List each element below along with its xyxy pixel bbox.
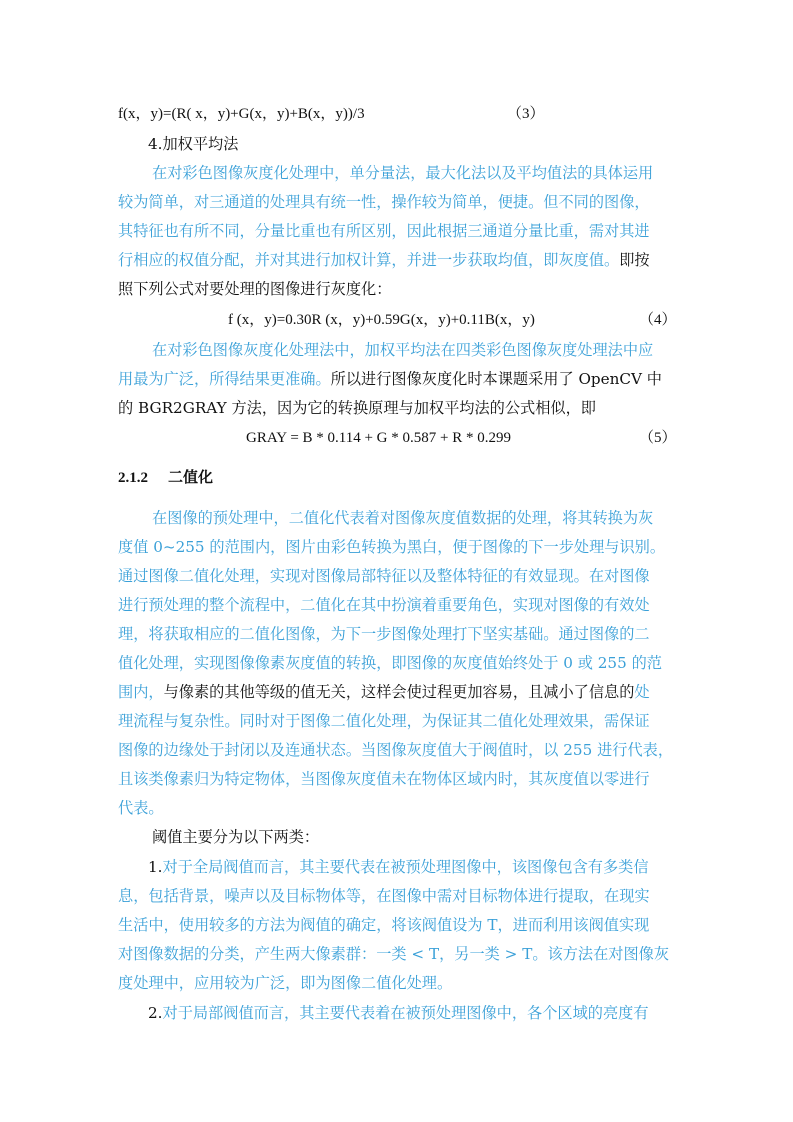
subheading-weighted-average: 4.加权平均法: [148, 135, 239, 153]
para1-line-2: 较为简单，对三通道的处理具有统一性，操作较为简单，便捷。但不同的图像，: [118, 193, 650, 211]
equation-5: GRAY = B * 0.114 + G * 0.587 + R * 0.299: [246, 430, 511, 446]
para2-line-2-black: 所以进行图像灰度化时本课题采用了 OpenCV 中: [330, 370, 662, 388]
equation-4-number: （4）: [639, 312, 677, 328]
para2-line-2-blue: 用最为广泛，所得结果更准确。: [118, 370, 331, 388]
item2-line-1: [148, 1003, 649, 1023]
para2-line-3: 的 BGR2GRAY 方法，因为它的转换原理与加权平均法的公式相似，即: [118, 399, 596, 417]
para3-line-5: 理，将获取相应的二值化图像，为下一步图像处理打下坚实基础。通过图像的二: [118, 625, 650, 643]
equation-3-number: （3）: [507, 106, 545, 122]
item1-line-2: 息，包括背景，噪声以及目标物体等，在图像中需对目标物体进行提取，在现实: [118, 887, 650, 905]
threshold-intro: 阈值主要分为以下两类：: [152, 828, 320, 846]
item1-number: 1.: [148, 858, 163, 876]
item2-line-1-text: 对于局部阀值而言，其主要代表着在被预处理图像中，各个区域的亮度有: [162, 1004, 649, 1022]
para3-line-7-blue-b: 处: [634, 683, 650, 701]
item1-line-4: 对图像数据的分类，产生两大像素群：一类 < T，另一类 > T。该方法在对图像灰: [118, 945, 670, 963]
para3-line-7-blue-a: 围内，: [118, 683, 164, 701]
para3-line-3: 通过图像二值化处理，实现对图像局部特征以及整体特征的有效显现。在对图像: [118, 567, 650, 585]
para1-line-3: 其特征也有所不同，分量比重也有所区别，因此根据三通道分量比重，需对其进: [118, 222, 650, 240]
para3-line-7: [118, 682, 650, 702]
section-title: 二值化: [168, 468, 214, 486]
para3-line-6: 值化处理，实现图像像素灰度值的转换，即图像的灰度值始终处于 0 或 255 的范: [118, 654, 662, 672]
para3-line-8: 理流程与复杂性。同时对于图像二值化处理，为保证其二值化处理效果，需保证: [118, 712, 650, 730]
equation-4: f (x，y)=0.30R (x，y)+0.59G(x，y)+0.11B(x，y): [228, 312, 535, 328]
para1-line-4-black: 即按: [619, 251, 650, 269]
para2-line-2: [118, 369, 662, 389]
para3-line-9: 图像的边缘处于封闭以及连通状态。当图像灰度值大于阀值时，以 255 进行代表，: [118, 741, 674, 759]
para3-line-2: 度值 0~255 的范围内，图片由彩色转换为黑白，便于图像的下一步处理与识别。: [118, 538, 666, 556]
para3-line-11: 代表。: [118, 799, 164, 817]
equation-5-number: （5）: [639, 430, 677, 446]
para3-line-7-black: 与像素的其他等级的值无关，这样会使过程更加容易，且减小了信息的: [163, 683, 635, 701]
item1-line-3: 生活中，使用较多的方法为阀值的确定，将该阀值设为 T，进而利用该阀值实现: [118, 916, 650, 934]
item1-line-5: 度处理中，应用较为广泛，即为图像二值化处理。: [118, 974, 453, 992]
item1-line-1: [148, 857, 649, 877]
para1-line-1: 在对彩色图像灰度化处理中，单分量法，最大化法以及平均值法的具体运用: [152, 164, 654, 182]
item2-number: 2.: [148, 1004, 163, 1022]
para1-line-4: [118, 250, 650, 270]
para3-line-10: 且该类像素归为特定物体，当图像灰度值未在物体区域内时，其灰度值以零进行: [118, 770, 650, 788]
para1-line-4-blue: 行相应的权值分配，并对其进行加权计算，并进一步获取均值，即灰度值。: [118, 251, 620, 269]
para2-line-1: 在对彩色图像灰度化处理法中，加权平均法在四类彩色图像灰度处理法中应: [152, 341, 654, 359]
section-heading: [118, 466, 213, 489]
item1-line-1-text: 对于全局阀值而言，其主要代表在被预处理图像中，该图像包含有多类信: [162, 858, 649, 876]
para3-line-4: 进行预处理的整个流程中，二值化在其中扮演着重要角色，实现对图像的有效处: [118, 596, 650, 614]
equation-3: f(x，y)=(R( x，y)+G(x，y)+B(x，y))/3: [118, 106, 365, 122]
para3-line-1: 在图像的预处理中，二值化代表着对图像灰度值数据的处理，将其转换为灰: [152, 509, 654, 527]
para1-line-5: 照下列公式对要处理的图像进行灰度化：: [118, 280, 392, 298]
section-number: 2.1.2: [118, 470, 148, 486]
